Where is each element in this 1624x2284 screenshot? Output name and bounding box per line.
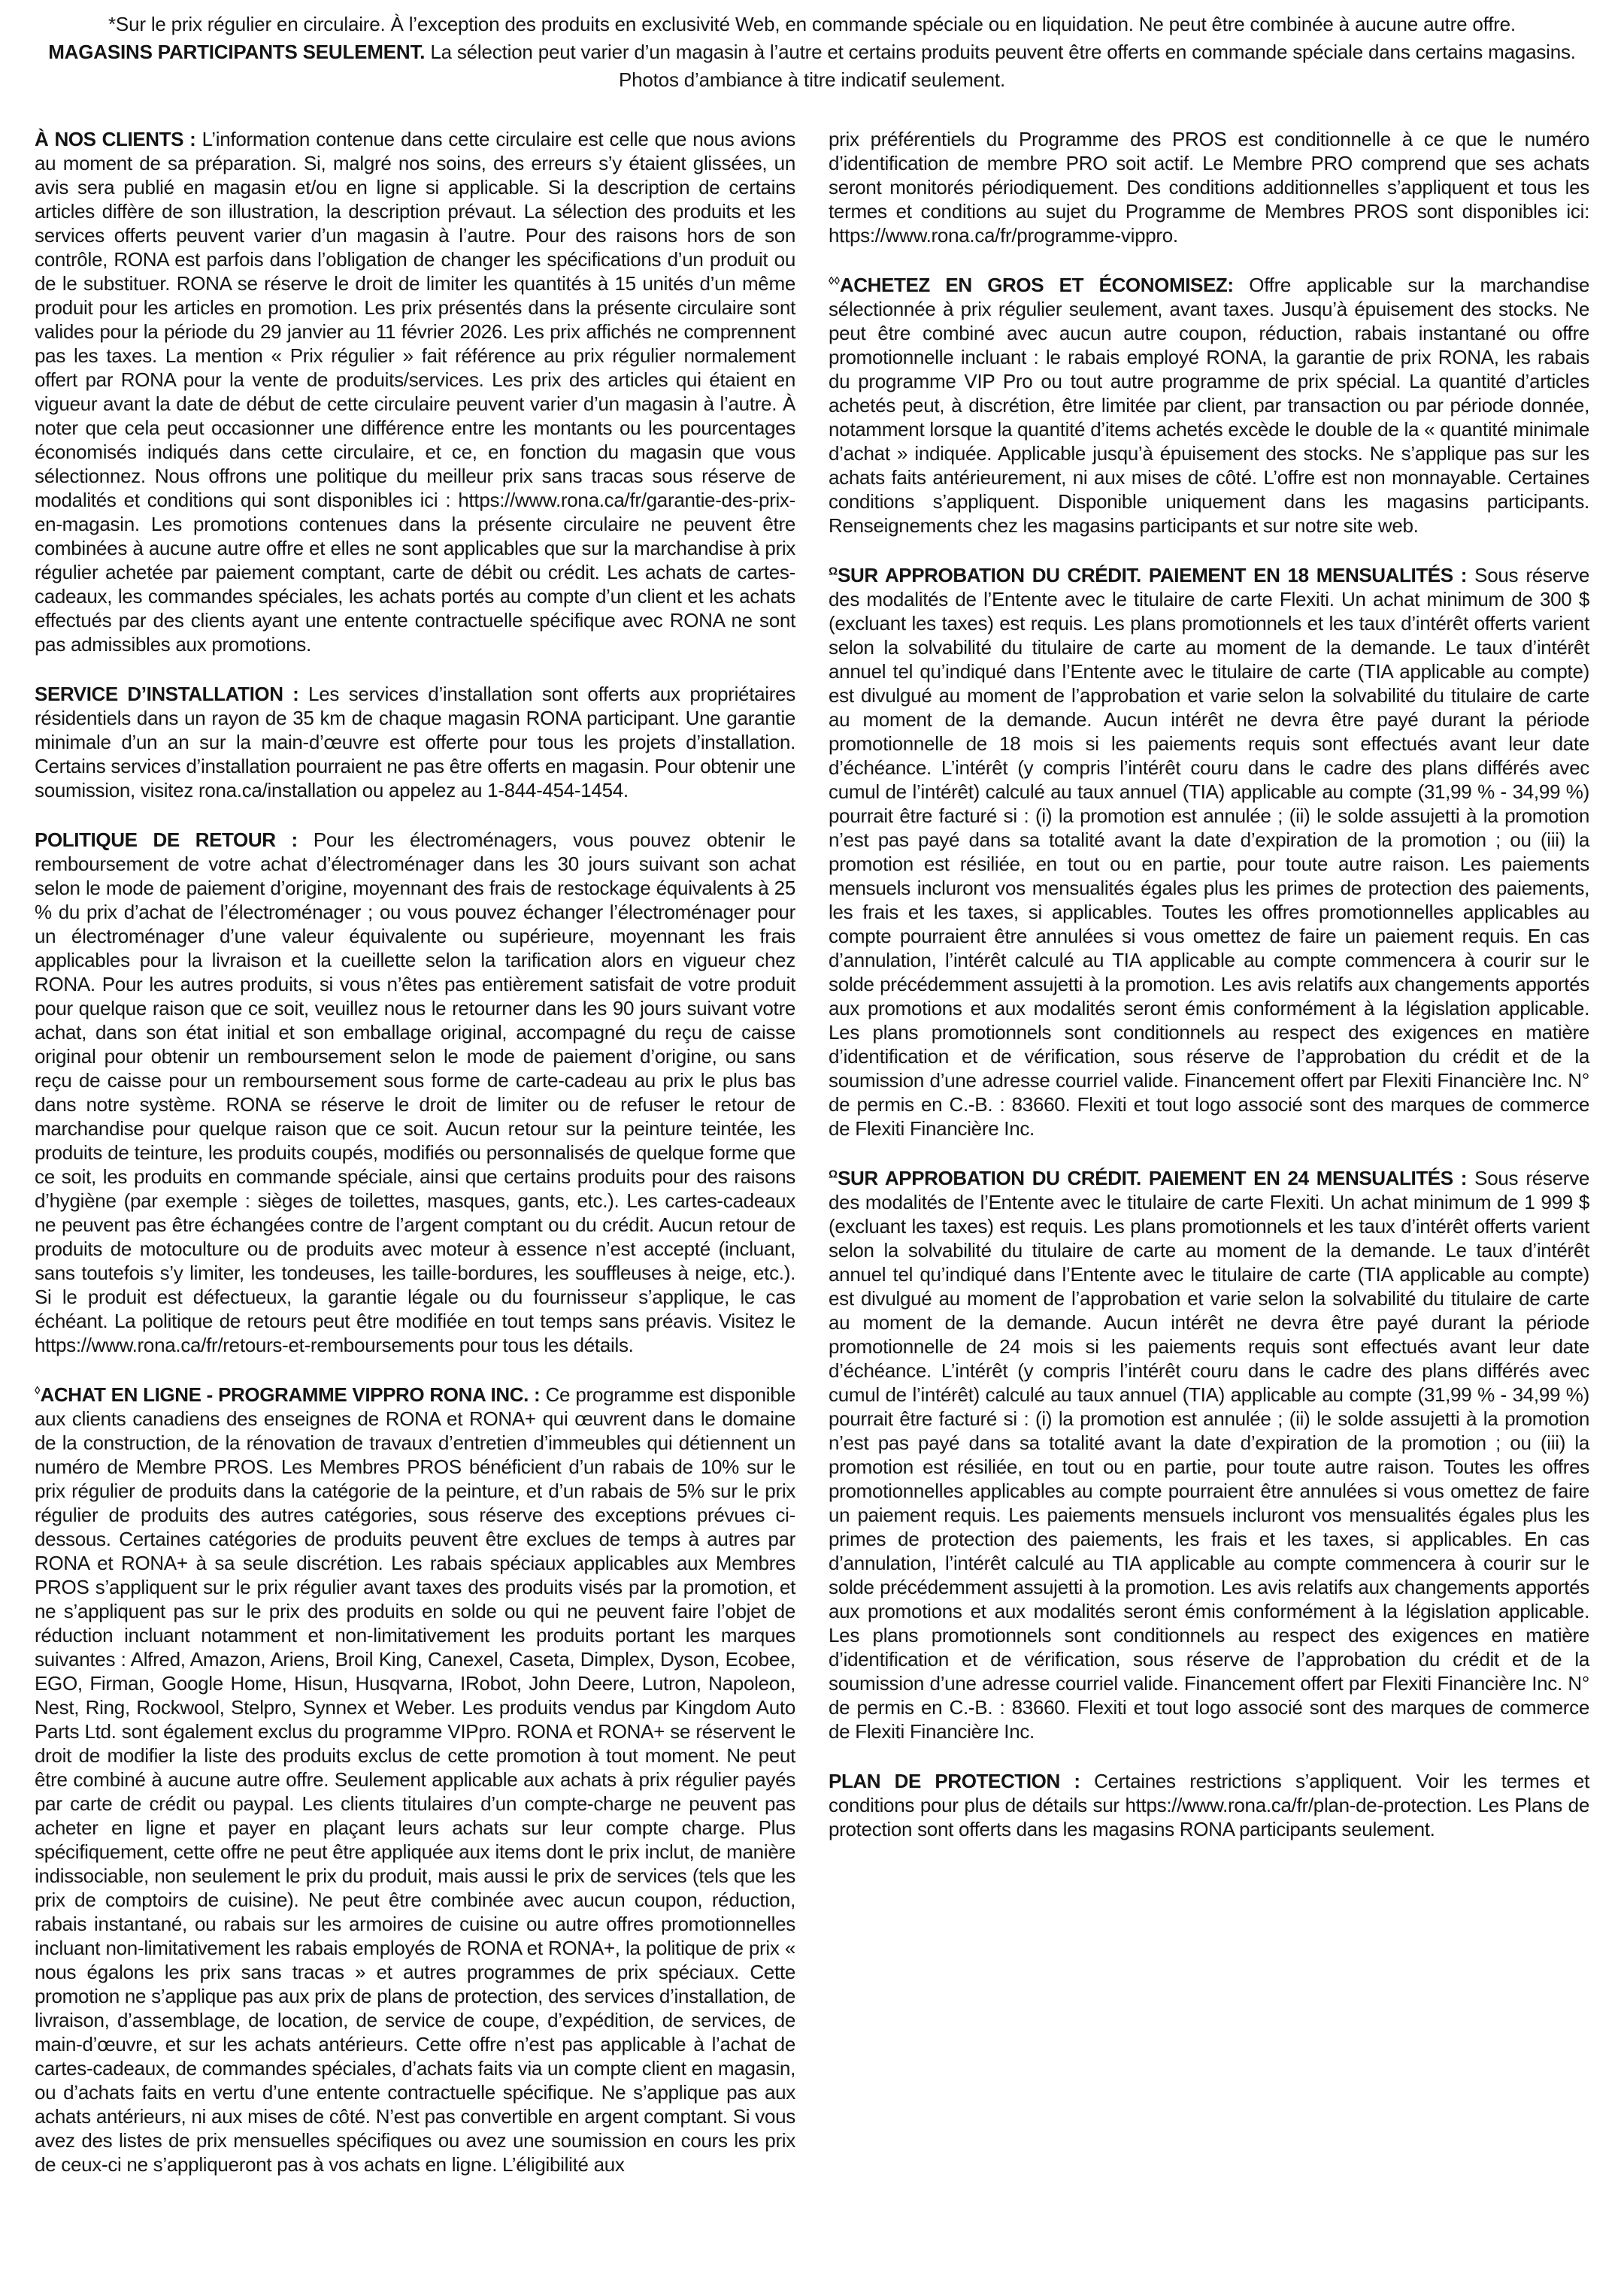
- paragraph-body: Ce programme est disponible aux clients canadiens des enseignes de RONA et RONA+ qui œuvrent dans le domaine de la construction, de la rénovation de travaux d’entretien d’immeubles qui détiennent un numéro de Membre PROS. Les Membres PROS bénéficient d’un rabais de 10% sur le prix régulier de produits dans la catégorie de la peinture, et d’un rabais de 5% sur le prix régulier de produits des autres catégories, sous réserve des exceptions prévues ci-dessous. Certaines catégories de produits peuvent être exclues de temps à autres par RONA et RONA+ à sa seule discrétion. Les rabais spéciaux applicables aux Membres PROS s’appliquent sur le prix régulier avant taxes des produits visés par la promotion, et ne s’appliquent pas sur le prix des produits en solde ou qui ne peuvent faire l’objet de réduction incluant notamment et non-limitativement les produits portant les marques suivantes : Alfred, Amazon, Ariens, Broil King, Canexel, Caseta, Dimplex, Dyson, Ecobee, EGO, Firman, Google Home, Hisun, Husqvarna, IRobot, John Deere, Lutron, Napoleon, Nest, Ring, Rockwool, Stelpro, Synnex et Weber. Les produits vendus par Kingdom Auto Parts Ltd. sont également exclus du programme VIPpro. RONA et RONA+ se réservent le droit de modifier la liste des produits exclus de cette promotion à tout moment. Ne peut être combiné à aucune autre offre. Seulement applicable aux achats à prix régulier payés par carte de crédit ou paypal. Les clients titulaires d’un compte-charge ne peuvent pas acheter en ligne et payer en plaçant leurs achats sur leur compte charge. Plus spécifiquement, cette offre ne peut être appliquée aux items dont le prix inclut, de manière indissociable, non seulement le prix du produit, mais aussi le prix de services (tels que les prix de comptoirs de cuisine). Ne peut être combinée avec aucun coupon, réduction, rabais instantané, ou rabais sur les armoires de cuisine ou autre offres promotionnelles incluant non-limitativement les rabais employés de RONA et RONA+, la politique de prix « nous égalons les prix sans tracas » et autres programmes de prix spéciaux. Cette promotion ne s’applique pas aux prix de plans de protection, des services d’installation, de livraison, d’assemblage, de location, de service de coupe, d’expédition, de services, de main-d’œuvre, et sur les achats antérieurs. Cette offre n’est pas applicable à l’achat de cartes-cadeaux, de commandes spéciales, d’achats faits via un compte client en magasin, ou d’achats faits en vertu d’une entente contractuelle spécifique. Ne s’applique pas aux achats antérieurs, ni aux mises de côté. N’est pas convertible en argent comptant. Si vous avez des listes de prix mensuelles spécifiques ou avez une soumission en cours les prix de ceux-ci ne s’appliqueront pas à vos achats en ligne. L’éligibilité aux: [35, 1383, 795, 2176]
- paragraph-body: Offre applicable sur la marchandise sélectionnée à prix régulier seulement, avant taxes. Jusqu’à épuisement des stocks. Ne peut être combiné avec aucun autre coupon, réduction, rabais instantané ou offre promotionnelle incluant : le rabais employé RONA, la garantie de prix RONA, les rabais du programme VIP Pro ou tout autre programme de prix spécial. La quantité d’articles achetés peut, à discrétion, être limitée par client, par transaction ou par période donnée, notamment lorsque la quantité d’items achetés excède le double de la « quantité minimale d’achat » indiquée. Applicable jusqu’à épuisement des stocks. Ne s’applique pas sur les achats faits antérieurement, ni aux mises de côté. L’offre est non monnayable. Certaines conditions s’appliquent. Disponible uniquement dans les magasins participants. Renseignements chez les magasins participants et sur notre site web.: [829, 274, 1589, 537]
- left-column: [35, 127, 795, 2176]
- disclaimer-line-2-text: La sélection peut varier d’un magasin à l’autre et certains produits peuvent être offerts en commande spéciale dans certains magasins.: [430, 41, 1576, 63]
- paragraph-vippro-continuation: [829, 127, 1589, 247]
- paragraph-achetez-en-gros: [829, 273, 1589, 538]
- paragraph-credit-24-mensualites: [829, 1166, 1589, 1743]
- paragraph-heading: POLITIQUE DE RETOUR :: [35, 828, 298, 851]
- flyer-disclaimer-header: [0, 0, 1624, 94]
- paragraph-service-installation: [35, 682, 795, 802]
- paragraph-a-nos-clients: [35, 127, 795, 656]
- paragraph-body: Sous réserve des modalités de l’Entente avec le titulaire de carte Flexiti. Un achat minimum de 300 $ (excluant les taxes) est requis. Les plans promotionnels et les taux d’intérêt offerts varient selon la solvabilité du titulaire de carte au moment de la demande. Le taux d’intérêt annuel tel qu’indiqué dans l’Entente avec le titulaire de carte (TIA applicable au compte) est divulgué au moment de l’approbation et varie selon la solvabilité du titulaire de carte au moment de la demande. Aucun intérêt ne devra être payé durant la période promotionnelle de 18 mois si les paiements requis sont effectués avant leur date d’échéance. L’intérêt (y compris l’intérêt couru dans le cadre des plans différés avec cumul de l’intérêt) calculé au taux annuel (TIA) applicable au compte (31,99 % - 34,99 %) pourrait être facturé si : (i) la promotion est annulée ; (ii) le solde assujetti à la promotion n’est pas payé dans sa totalité avant la date d’expiration de la promotion ; ou (iii) la promotion est résiliée, en tout ou en partie, pour toute autre raison. Les paiements mensuels incluront vos mensualités égales plus les primes de protection des paiements, les frais et les taxes, si applicables. Toutes les offres promotionnelles applicables au compte pourraient être annulées si vous omettez de faire un paiement requis. En cas d’annulation, l’intérêt calculé au TIA applicable au compte commencera à courir sur le solde précédemment assujetti à la promotion. Les avis relatifs aux changements apportés aux promotions et aux modalités seront émis conformément à la législation applicable. Les plans promotionnels sont conditionnels au respect des exigences en matière d’identification et de vérification, sous réserve de l’approbation du crédit et de la soumission d’une adresse courriel valide. Financement offert par Flexiti Financière Inc. N° de permis en C.-B. : 83660. Flexiti et tout logo associé sont des marques de commerce de Flexiti Financière Inc.: [829, 564, 1589, 1140]
- paragraph-body: Certaines restrictions s’appliquent. Voir les termes et conditions pour plus de détails sur https://www.rona.ca/fr/plan-de-protection. Les Plans de protection sont offerts dans les magasins RONA participants seulement.: [829, 1770, 1589, 1840]
- paragraph-heading: ACHETEZ EN GROS ET ÉCONOMISEZ:: [839, 274, 1234, 296]
- omega-footnote-symbol: Ω: [829, 565, 838, 578]
- paragraph-politique-de-retour: [35, 828, 795, 1357]
- paragraph-heading: PLAN DE PROTECTION :: [829, 1770, 1080, 1792]
- paragraph-heading: À NOS CLIENTS :: [35, 128, 196, 150]
- paragraph-heading: SERVICE D’INSTALLATION :: [35, 683, 299, 705]
- paragraph-body: Les services d’installation sont offerts aux propriétaires résidentiels dans un rayon de 35 km de chaque magasin RONA participant. Une garantie minimale d’un an sur la main-d’œuvre est offerte pour tous les projets d’installation. Certains services d’installation pourraient ne pas être offerts en magasin. Pour obtenir une soumission, visitez rona.ca/installation ou appelez au 1-844-454-1454.: [35, 683, 795, 801]
- omega-footnote-symbol: Ω: [829, 1168, 838, 1181]
- paragraph-heading: SUR APPROBATION DU CRÉDIT. PAIEMENT EN 18 MENSUALITÉS :: [838, 564, 1467, 586]
- paragraph-body: prix préférentiels du Programme des PROS est conditionnelle à ce que le numéro d’identification de membre PRO soit actif. Le Membre PRO comprend que ses achats seront monitorés périodiquement. Des conditions additionnelles s’appliquent et tous les termes et conditions au sujet du Programme de Membres PROS sont disponibles ici: https://www.rona.ca/fr/programme-vippro.: [829, 128, 1589, 247]
- paragraph-body: Pour les électroménagers, vous pouvez obtenir le remboursement de votre achat d’électroménager dans les 30 jours suivant son achat selon le mode de paiement d’origine, moyennant des frais de restockage équivalents à 25 % du prix d’achat de l’électroménager ; ou vous pouvez échanger l’électroménager pour un électroménager d’une valeur équivalente ou supérieure, moyennant les frais applicables pour la livraison et la cueillette selon la tarification alors en vigueur chez RONA. Pour les autres produits, si vous n’êtes pas entièrement satisfait de votre produit pour quelque raison que ce soit, veuillez nous le retourner dans les 90 jours suivant votre achat, dans son état initial et son emballage original, accompagné du reçu de caisse original pour obtenir un remboursement selon le mode de paiement d’origine, ou sans reçu de caisse pour un remboursement sous forme de carte-cadeau au prix le plus bas dans notre système. RONA se réserve le droit de limiter ou de refuser le retour de marchandise pour quelque raison que ce soit. Aucun retour sur la peinture teintée, les produits de teinture, les produits coupés, modifiés ou personnalisés de quelque forme que ce soit, les produits en commande spéciale, ainsi que certains produits pour des raisons d’hygiène (par exemple : sièges de toilettes, masques, gants, etc.). Les cartes-cadeaux ne peuvent pas être échangées contre de l’argent comptant ou du crédit. Aucun retour de produits de motoculture ou de produits avec moteur à essence n’est accepté (incluant, sans toutefois s’y limiter, les tondeuses, les taille-bordures, les souffleuses à neige, etc.). Si le produit est défectueux, la garantie légale ou du fournisseur s’applique, le cas échéant. La politique de retours peut être modifiée en tout temps sans préavis. Visitez le https://www.rona.ca/fr/retours-et-remboursements pour tous les détails.: [35, 828, 795, 1356]
- disclaimer-line-2-bold: MAGASINS PARTICIPANTS SEULEMENT.: [48, 41, 426, 63]
- paragraph-body: L’information contenue dans cette circulaire est celle que nous avions au moment de sa préparation. Si, malgré nos soins, des erreurs s’y étaient glissées, un avis sera publié en magasin et/ou en ligne si applicable. Si la description de certains articles diffère de son illustration, la description prévaut. La sélection des produits et les services offerts peuvent varier d’un magasin à l’autre. Pour des raisons hors de son contrôle, RONA est parfois dans l’obligation de changer les spécifications d’un produit ou de le substituer. RONA se réserve le droit de limiter les quantités à 15 unités d’un même produit pour les articles en promotion. Les prix présentés dans la présente circulaire sont valides pour la période du 29 janvier au 11 février 2026. Les prix affichés ne comprennent pas les taxes. La mention « Prix régulier » fait référence au prix régulier normalement offert par RONA pour la vente de produits/services. Les prix des articles qui étaient en vigueur avant la date de début de cette circulaire peuvent varier d’un magasin à l’autre. À noter que cela peut occasionner une différence entre les montants ou les pourcentages économisés indiqués dans cette circulaire, et ce, en fonction du magasin que vous sélectionnez. Nous offrons une politique du meilleur prix sans tracas sous réserve de modalités et conditions qui sont disponibles ici : https://www.rona.ca/fr/garantie-des-prix-en-magasin. Les promotions contenues dans la présente circulaire ne peuvent être combinées à aucune autre offre et elles ne sont applicables que sur la marchandise à prix régulier achetée par paiement comptant, carte de débit ou crédit. Les achats de cartes-cadeaux, les commandes spéciales, les achats portés au compte d’un client et les achats effectués par des clients ayant une entente contractuelle spécifique avec RONA ne sont pas admissibles aux promotions.: [35, 128, 796, 656]
- diamond-footnote-symbol: ◊: [35, 1384, 41, 1398]
- disclaimer-line-1: *Sur le prix régulier en circulaire. À l’exception des produits en exclusivité Web, en commande spéciale ou en liquidation. Ne peut être combinée à aucune autre offre.: [108, 13, 1516, 35]
- paragraph-achat-en-ligne-vippro: [35, 1383, 795, 2176]
- disclaimer-line-2: [30, 38, 1594, 66]
- paragraph-plan-de-protection: [829, 1769, 1589, 1841]
- paragraph-credit-18-mensualites: [829, 563, 1589, 1140]
- legal-text-columns: [0, 127, 1624, 2176]
- disclaimer-line-3: Photos d’ambiance à titre indicatif seulement.: [619, 68, 1005, 91]
- paragraph-heading: SUR APPROBATION DU CRÉDIT. PAIEMENT EN 24 MENSUALITÉS :: [838, 1167, 1467, 1189]
- double-diamond-footnote-symbol: ◊◊: [829, 274, 840, 288]
- right-column: [829, 127, 1589, 2176]
- paragraph-body: Sous réserve des modalités de l’Entente avec le titulaire de carte Flexiti. Un achat minimum de 1 999 $ (excluant les taxes) est requis. Les plans promotionnels et les taux d’intérêt offerts varient selon la solvabilité du titulaire de carte au moment de la demande. Le taux d’intérêt annuel tel qu’indiqué dans l’Entente avec le titulaire de carte (TIA applicable au compte) est divulgué au moment de l’approbation et varie selon la solvabilité du titulaire de carte au moment de la demande. Aucun intérêt ne devra être payé durant la période promotionnelle de 24 mois si les paiements requis sont effectués avant leur date d’échéance. L’intérêt (y compris l’intérêt couru dans le cadre des plans différés avec cumul de l’intérêt) calculé au taux annuel (TIA) applicable au compte (31,99 % - 34,99 %) pourrait être facturé si : (i) la promotion est annulée ; (ii) le solde assujetti à la promotion n’est pas payé dans sa totalité avant la date d’expiration de la promotion ; ou (iii) la promotion est résiliée, en tout ou en partie, pour toute autre raison. Toutes les offres promotionnelles applicables au compte pourraient être annulées si vous omettez de faire un paiement requis. Les paiements mensuels incluront vos mensualités égales plus les primes de protection des paiements, les frais et les taxes, si applicables. En cas d’annulation, l’intérêt calculé au TIA applicable au compte commencera à courir sur le solde précédemment assujetti à la promotion. Les avis relatifs aux changements apportés aux promotions et aux modalités seront émis conformément à la législation applicable. Les plans promotionnels sont conditionnels au respect des exigences en matière d’identification et de vérification, sous réserve de l’approbation du crédit et de la soumission d’une adresse courriel valide. Financement offert par Flexiti Financière Inc. N° de permis en C.-B. : 83660. Flexiti et tout logo associé sont des marques de commerce de Flexiti Financière Inc.: [829, 1167, 1589, 1743]
- paragraph-heading: ACHAT EN LIGNE - PROGRAMME VIPPRO RONA INC. :: [40, 1383, 541, 1406]
